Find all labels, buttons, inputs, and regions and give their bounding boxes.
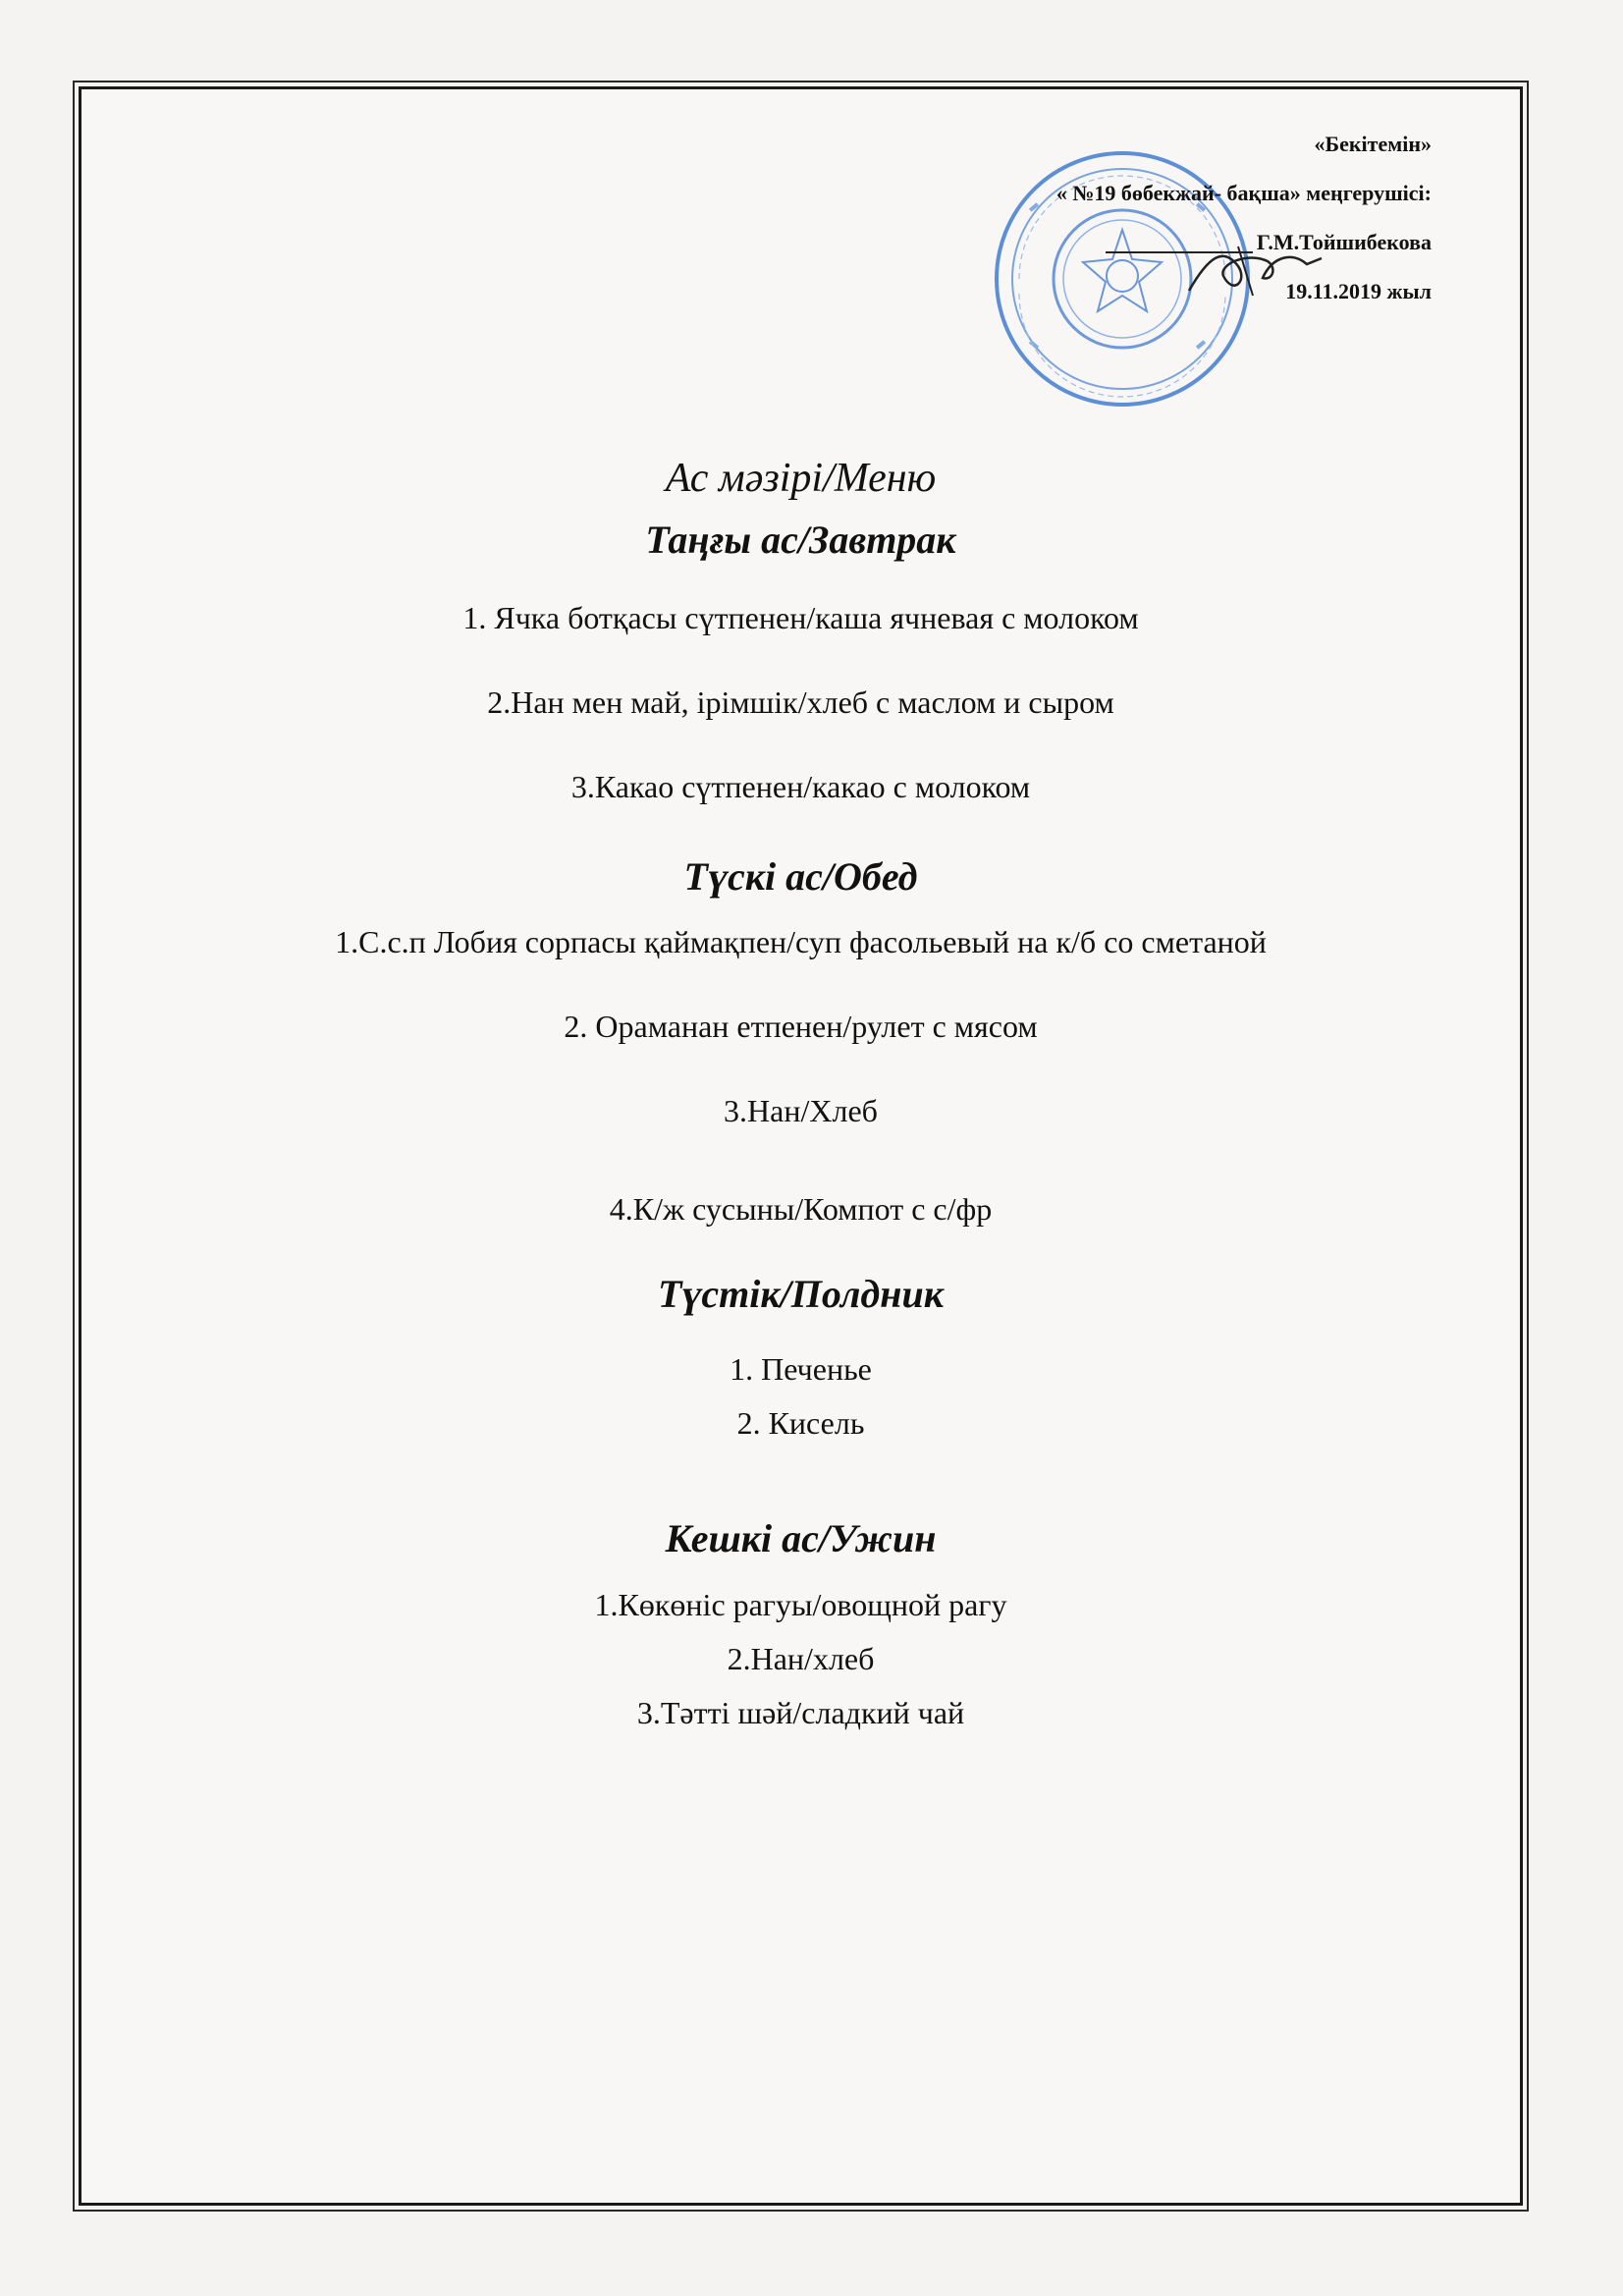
- lunch-item: 1.С.с.п Лобия сорпасы қаймақпен/суп фасольевый на к/б со сметаной: [335, 924, 1267, 959]
- breakfast-item: 3.Какао сүтпенен/какао с молоком: [570, 769, 1031, 804]
- page-frame: [79, 86, 1523, 2206]
- breakfast-item: 2.Нан мен май, ірімшік/хлеб с маслом и сыром: [487, 684, 1114, 720]
- breakfast-title: Таңғы ас/Завтрак: [645, 518, 956, 562]
- approval-heading: «Бекітемін»: [1314, 132, 1432, 156]
- snack-item: 1. Печенье: [730, 1351, 872, 1387]
- breakfast-item: 1. Ячка ботқасы сүтпенен/каша ячневая с молоком: [462, 600, 1139, 635]
- approval-date: 19.11.2019 жыл: [1285, 279, 1432, 303]
- dinner-item: 2.Нан/хлеб: [727, 1641, 875, 1676]
- approval-name: Г.М.Тойшибекова: [1256, 230, 1432, 254]
- snack-item: 2. Кисель: [736, 1405, 865, 1441]
- lunch-item: 3.Нан/Хлеб: [724, 1093, 878, 1128]
- lunch-item: 4.К/ж сусыны/Компот с с/фр: [609, 1191, 993, 1227]
- snack-title: Түстік/Полдник: [657, 1272, 944, 1316]
- menu-title: Ас мәзірі/Меню: [665, 456, 937, 501]
- dinner-item: 1.Көкөніс рагуы/овощной рагу: [594, 1587, 1007, 1622]
- dinner-title: Кешкі ас/Ужин: [665, 1516, 937, 1560]
- approval-block: [1056, 134, 1432, 330]
- signature-line: [1106, 251, 1253, 253]
- lunch-item: 2. Ораманан етпенен/рулет с мясом: [564, 1009, 1038, 1044]
- approval-signature-row: [1056, 232, 1432, 253]
- approval-position: « №19 бөбекжай- бақша» меңгерушісі:: [1055, 181, 1432, 205]
- dinner-item: 3.Тәтті шәй/сладкий чай: [636, 1695, 965, 1730]
- lunch-title: Түскі ас/Обед: [683, 854, 918, 899]
